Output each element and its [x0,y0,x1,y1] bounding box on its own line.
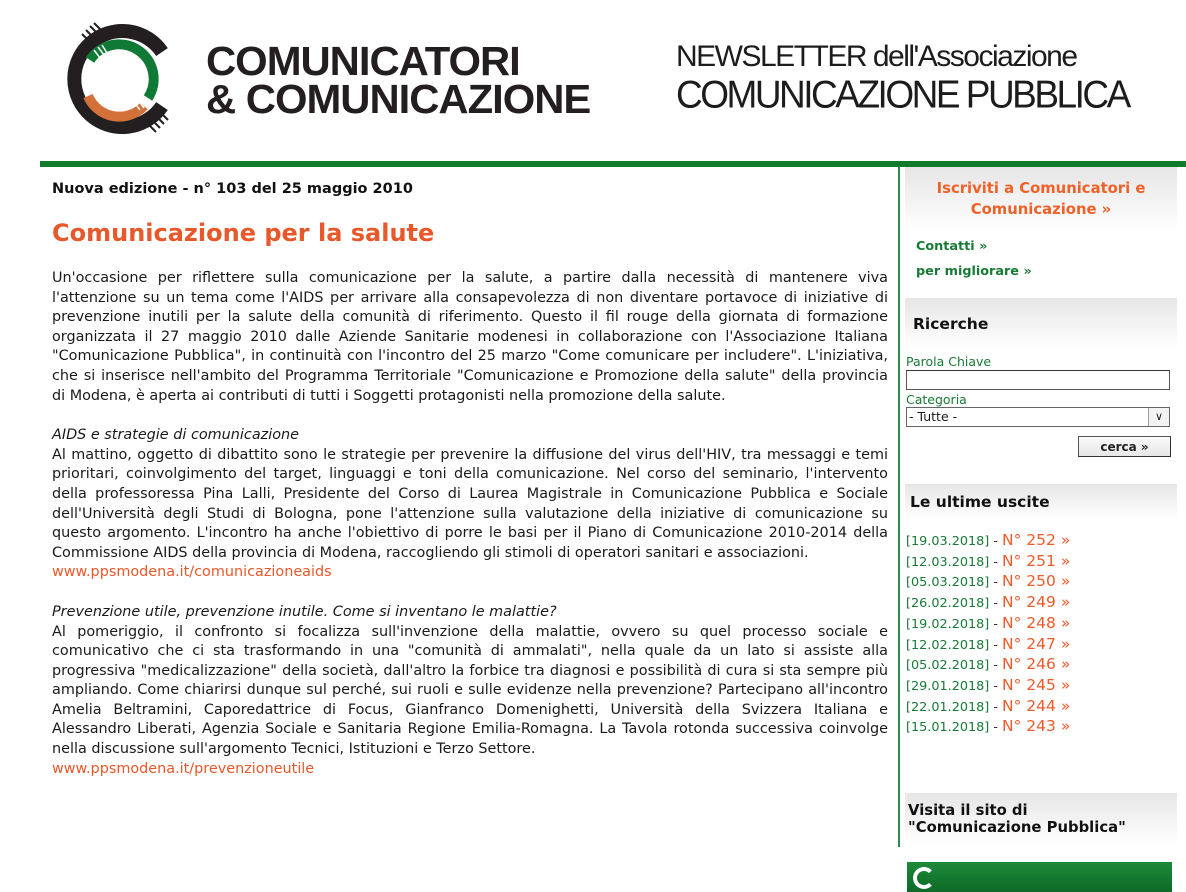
feedback-link[interactable]: per migliorare » [916,264,1032,279]
issue-item [906,635,1177,656]
cp-logo-icon [913,867,935,889]
brand-logo-text[interactable] [206,38,591,122]
logo-line-2: & COMUNICAZIONE [206,76,591,122]
issue-separator: - [989,616,1003,632]
latest-issues-header [905,484,1177,520]
issue-separator: - [989,596,1003,612]
issue-item [906,593,1177,614]
issue-item [906,655,1177,676]
article-intro: Un'occasione per riflettere sulla comunicazione per la salute, a partire dalla necessità di mantenere viva l'attenzione su un tema come l'AIDS per arrivare alla consapevolezza di non diventare portavoce di iniziative di prevenzione inutili per la salute della comunità di riferimento. Questo il fil rouge della giornata di formazione organizzata il 27 maggio 2010 dalle Aziende Sanitarie modenesi in collaborazione con l'Associazione Italiana "Comunicazione Pubblica", in continuità con l'incontro del 25 marzo "Come comunicare per includere". L'iniziativa, che si inserisce nell'ambito del Programma Territoriale "Comunicazione e Promozione della salute" della provincia di Modena, è aperta ai contributi di tutti i Soggetti protagonisti nella promozione della salute. [52,270,888,404]
latest-issues-heading: Le ultime uscite [910,493,1050,511]
logo-icon[interactable] [62,20,180,138]
section-body: Al mattino, oggetto di dibattito sono le strategie per prevenire la diffusione del virus dell'HIV, tra messaggi e temi prioritari, coinvolgimento del target, linguaggi e toni della comunicazione. Nel corso del seminario, l'intervento della professoressa Pina Lalli, Presidente del Corso di Laurea Magistrale in Comunicazione Pubblica e Sociale dell'Università degli Studi di Bologna, pone l'attenzione sulla valutazione della iniziative di comunicazione su questo argomento. L'incontro ha anche l'obiettivo di porre le basi per il Piano di Comunicazione 2010-2014 della Commissione AIDS della provincia di Modena, raccogliendo gli stimoli di operatori sanitari e associazioni. [52,446,888,561]
visit-site-header [905,793,1177,845]
section-link[interactable]: www.ppsmodena.it/prevenzioneutile [52,760,315,777]
issue-separator: - [989,554,1003,570]
category-select[interactable] [906,407,1170,427]
issue-link[interactable]: N° 244 » [1002,696,1071,715]
visit-heading-line-1: Visita il sito di [908,802,1028,820]
newsletter-title-line-1: NEWSLETTER dell'Associazione [676,40,1077,73]
issue-separator: - [989,699,1003,715]
issue-item [906,614,1177,635]
issue-item [906,717,1177,738]
visit-site-heading [905,802,1129,836]
issue-date: [19.02.2018] [906,616,990,632]
issue-separator: - [989,637,1003,653]
issue-separator: - [989,678,1003,694]
issue-item [906,552,1177,573]
issue-separator: - [989,575,1003,591]
site-header [0,0,1186,160]
section-subhead: Prevenzione utile, prevenzione inutile. Come si inventano le malattie? [52,603,557,620]
issue-link[interactable]: N° 246 » [1002,655,1071,674]
issue-link[interactable]: N° 250 » [1002,572,1071,591]
search-button[interactable]: cerca » [1078,436,1171,457]
visit-heading-line-2: "Comunicazione Pubblica" [908,819,1126,837]
issue-separator: - [989,658,1003,674]
sidebar-divider [898,167,900,847]
latest-issues-list [906,531,1177,738]
keyword-label: Parola Chiave [906,354,992,369]
category-label: Categoria [906,392,967,407]
section-link[interactable]: www.ppsmodena.it/comunicazioneaids [52,564,332,581]
issue-date: [22.01.2018] [906,699,990,715]
edition-info: Nuova edizione - n° 103 del 25 maggio 2010 [52,181,413,197]
contacts-link[interactable]: Contatti » [916,239,988,254]
issue-link[interactable]: N° 245 » [1002,675,1071,694]
issue-date: [12.02.2018] [906,637,990,653]
chevron-down-icon[interactable]: ∨ [1148,408,1169,426]
keyword-input[interactable] [906,370,1170,390]
issue-date: [15.01.2018] [906,720,990,736]
category-selected-value: - Tutte - [909,409,958,424]
search-section-header [905,298,1177,349]
section-body: Al pomeriggio, il confronto si focalizza sull'invenzione della malattie, ovvero su quel processo sociale e comunicativo che ci sta trasformando in una "comunità di ammalati", nella quale da un lato si assiste alla progressiva "medicalizzazione" della società, dall'altro la forbice tra diagnosi e possibilità di cura si sta sempre più ampliando. Come chiarirsi dunque sul perché, sui ruoli e sulle evidenze nella prevenzione? Partecipano all'incontro Amelia Beltramini, Caporedattrice di Focus, Gianfranco Domenighetti, Università della Svizzera Italiana e Alessandro Liberati, Agenzia Sociale e Sanitaria Regione Emilia-Romagna. La Tavola rotonda successiva coinvolge nella discussione sull'argomento Tecnici, Istituzioni e Terzo Settore. [52,623,888,758]
issue-link[interactable]: N° 252 » [1002,531,1071,549]
issue-item [906,697,1177,718]
issue-separator: - [989,720,1003,736]
issue-link[interactable]: N° 248 » [1002,613,1071,632]
subscribe-link[interactable]: Iscriviti a Comunicatori e Comunicazione » [905,167,1177,232]
main-content [52,168,888,779]
issue-date: [29.01.2018] [906,678,990,694]
issue-item [906,676,1177,697]
issue-link[interactable]: N° 243 » [1002,717,1071,736]
issue-item [906,572,1177,593]
article-title: Comunicazione per la salute [52,219,435,247]
issue-item [906,531,1177,552]
newsletter-title [676,40,1129,114]
comunicazione-pubblica-banner[interactable] [907,862,1172,892]
issue-link[interactable]: N° 249 » [1002,593,1071,612]
sidebar [905,167,1177,892]
issue-date: [05.02.2018] [906,658,990,674]
issue-date: [19.03.2018] [906,534,990,549]
issue-date: [12.03.2018] [906,554,990,570]
search-heading: Ricerche [913,314,989,333]
issue-link[interactable]: N° 251 » [1002,551,1071,570]
section-subhead: AIDS e strategie di comunicazione [52,427,299,444]
logo-line-1: COMUNICATORI [206,38,520,84]
issue-date: [26.02.2018] [906,596,990,612]
issue-separator: - [989,534,1003,549]
issue-date: [05.03.2018] [906,575,990,591]
newsletter-title-line-2: COMUNICAZIONE PUBBLICA [676,72,1129,116]
issue-link[interactable]: N° 247 » [1002,634,1071,653]
